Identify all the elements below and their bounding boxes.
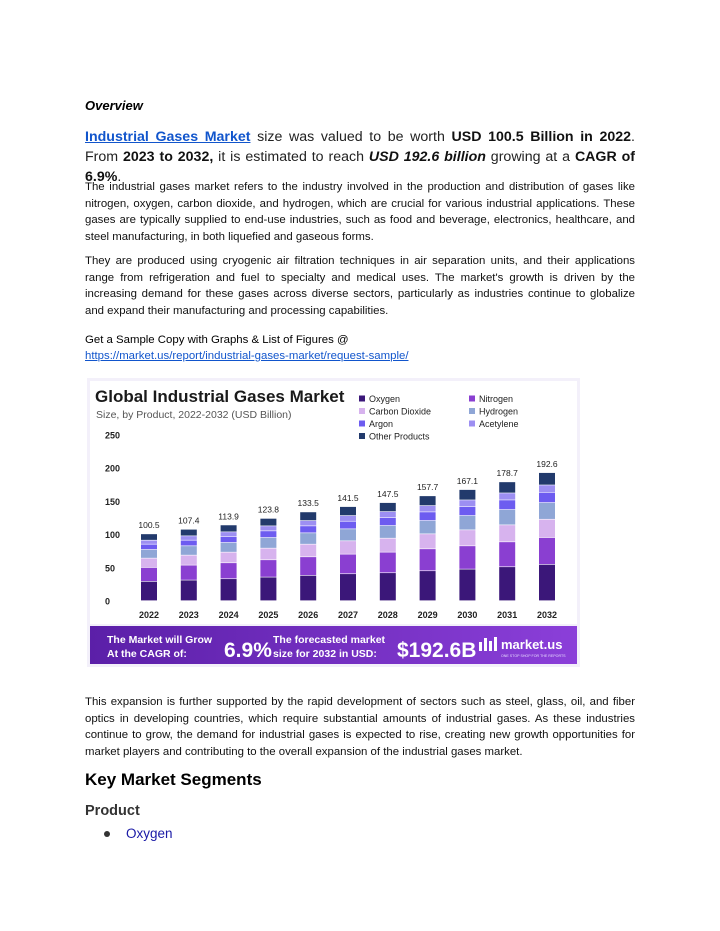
x-tick-label: 2029 <box>417 610 438 620</box>
x-tick-label: 2030 <box>457 610 478 620</box>
bar-segment-carbon-dioxide <box>181 555 197 564</box>
bar-segment-argon <box>221 537 237 542</box>
bar-segment-acetylene <box>181 536 197 540</box>
bar-segment-oxygen <box>260 577 276 600</box>
legend-label: Nitrogen <box>479 394 514 404</box>
chart-subtitle: Size, by Product, 2022-2032 (USD Billion) <box>96 409 292 421</box>
bar-total-label: 157.7 <box>416 482 439 493</box>
bar-segment-oxygen <box>221 579 237 600</box>
bullet-icon <box>104 831 110 837</box>
bar-segment-other-products <box>380 503 396 511</box>
bar-segment-argon <box>141 544 157 549</box>
legend-label: Carbon Dioxide <box>369 406 432 417</box>
bar-segment-hydrogen <box>141 550 157 558</box>
bar-segment-hydrogen <box>539 503 555 519</box>
bar-segment-argon <box>300 526 316 532</box>
bar-segment-carbon-dioxide <box>539 520 555 538</box>
footer-left-line-2: At the CAGR of: <box>107 648 187 660</box>
paragraph-expansion: This expansion is further supported by the rapid development of sectors such as steel, glass, oil, and fiber optics in developing countries, which require substantial amounts of industrial gases. As these industries continue to grow, the demand for industrial gases is expected to rise, creating new growth opportunities for market players and contributing to the overall expansion of the industrial gases market. <box>85 696 635 758</box>
bar-segment-hydrogen <box>459 516 475 530</box>
bar-segment-argon <box>420 512 436 520</box>
bar-segment-nitrogen <box>181 565 197 579</box>
bar-segment-acetylene <box>260 526 276 530</box>
bar-segment-carbon-dioxide <box>141 558 157 567</box>
lead-bold-2: 2023 to 2032, <box>123 149 214 165</box>
bar-total-label: 147.5 <box>377 488 399 499</box>
bar-total-label: 107.4 <box>178 515 200 526</box>
bar-segment-carbon-dioxide <box>380 538 396 551</box>
lead-text-2: . From <box>85 129 635 165</box>
lead-text-1: size was valued to be worth <box>250 129 452 145</box>
bar-segment-argon <box>260 531 276 537</box>
product-list <box>104 826 173 841</box>
legend-label: Other Products <box>369 431 430 442</box>
lead-bold-4: CAGR of 6.9% <box>85 149 636 185</box>
legend-swatch <box>469 396 475 402</box>
bar-total-label: 178.7 <box>496 468 518 479</box>
bar-segment-oxygen <box>499 567 515 600</box>
bar-segment-argon <box>499 500 515 509</box>
bar-segment-carbon-dioxide <box>499 525 515 541</box>
product-heading: Product <box>85 803 140 819</box>
footer-mid-line-2: size for 2032 in USD: <box>273 648 377 660</box>
footer-tagline: ONE STOP SHOP FOR THE REPORTS <box>501 654 566 658</box>
x-tick-label: 2031 <box>497 610 518 620</box>
product-item-label: Oxygen <box>126 826 173 841</box>
bar-segment-carbon-dioxide <box>221 552 237 562</box>
y-tick-label: 250 <box>105 430 121 441</box>
bar-segment-acetylene <box>499 493 515 499</box>
bar-segment-acetylene <box>141 540 157 543</box>
industrial-gases-market-link[interactable]: Industrial Gases Market <box>85 129 251 145</box>
bar-segment-other-products <box>300 512 316 520</box>
overview-heading: Overview <box>85 98 143 113</box>
legend-label: Oxygen <box>369 394 401 404</box>
bar-segment-hydrogen <box>300 533 316 544</box>
bar-segment-acetylene <box>539 485 555 492</box>
bar-segment-hydrogen <box>340 529 356 540</box>
bar-segment-other-products <box>181 530 197 536</box>
legend-label: Acetylene <box>479 419 519 429</box>
bar-segment-carbon-dioxide <box>300 544 316 556</box>
bar-segment-acetylene <box>420 506 436 512</box>
bar-segment-acetylene <box>221 532 237 536</box>
paragraph-definition: The industrial gases market refers to the industry involved in the production and distribution of gases like nitrogen, oxygen, carbon dioxide, and hydrogen, which are crucial for various industrial applications. These gases are typically supplied to end-use industries, such as food and beverage, electronics, healthcare, and steel manufacturing, in both liquefied and gaseous forms. <box>85 181 635 243</box>
bar-segment-hydrogen <box>499 510 515 525</box>
bar-segment-acetylene <box>380 512 396 517</box>
x-tick-label: 2028 <box>377 610 398 620</box>
y-tick-label: 150 <box>105 496 121 507</box>
bar-segment-hydrogen <box>221 543 237 552</box>
legend-swatch <box>359 408 365 414</box>
y-tick-label: 100 <box>105 530 121 540</box>
bar-total-label: 133.5 <box>297 498 319 509</box>
lead-paragraph <box>85 127 635 187</box>
lead-text-5: . <box>117 169 122 185</box>
lead-bold-1: USD 100.5 Billion in 2022 <box>451 129 632 145</box>
bar-segment-nitrogen <box>221 563 237 578</box>
chart-title: Global Industrial Gases Market <box>95 387 345 406</box>
market-chart <box>87 378 580 667</box>
bar-segment-oxygen <box>459 569 475 600</box>
bar-total-label: 167.1 <box>456 475 479 486</box>
bar-total-label: 123.8 <box>257 504 280 515</box>
bar-segment-oxygen <box>380 573 396 600</box>
bar-total-label: 113.9 <box>218 511 239 522</box>
x-tick-label: 2024 <box>218 610 239 620</box>
legend-swatch <box>469 421 475 427</box>
legend-label: Argon <box>369 419 394 429</box>
lead-text-3: it is estimated to reach <box>213 149 369 165</box>
x-tick-label: 2022 <box>138 610 160 620</box>
list-item[interactable] <box>104 826 173 841</box>
bar-total-label: 192.6 <box>536 458 558 469</box>
bar-segment-nitrogen <box>420 549 436 570</box>
bar-segment-other-products <box>260 519 276 526</box>
bar-segment-other-products <box>221 525 237 531</box>
y-tick-label: 0 <box>105 596 111 607</box>
bar-segment-argon <box>181 540 197 545</box>
bar-segment-other-products <box>459 490 475 500</box>
lead-text-4: growing at a <box>485 149 575 165</box>
footer-brand: market.us <box>501 637 563 652</box>
y-tick-label: 200 <box>105 463 121 474</box>
footer-cagr-value: 6.9% <box>224 639 272 662</box>
bar-segment-carbon-dioxide <box>459 530 475 545</box>
legend-swatch <box>469 408 475 414</box>
bar-segment-nitrogen <box>539 538 555 564</box>
legend-label: Hydrogen <box>479 406 519 417</box>
legend-swatch <box>359 421 365 427</box>
bar-segment-hydrogen <box>380 526 396 538</box>
x-tick-label: 2025 <box>258 610 279 620</box>
bar-segment-oxygen <box>420 571 436 600</box>
bar-segment-acetylene <box>340 516 356 521</box>
x-tick-label: 2026 <box>298 610 319 620</box>
bar-segment-acetylene <box>459 500 475 506</box>
bar-segment-nitrogen <box>499 542 515 566</box>
bar-segment-carbon-dioxide <box>340 541 356 554</box>
x-tick-label: 2032 <box>536 610 558 620</box>
bar-segment-other-products <box>499 482 515 493</box>
key-market-segments-heading: Key Market Segments <box>85 770 262 789</box>
bar-segment-nitrogen <box>300 557 316 575</box>
bar-segment-oxygen <box>181 580 197 600</box>
footer-left-line-1: The Market will Grow <box>107 634 213 646</box>
bar-segment-other-products <box>141 534 157 540</box>
bar-segment-hydrogen <box>420 521 436 534</box>
sample-copy-block <box>85 332 409 364</box>
bar-segment-carbon-dioxide <box>420 534 436 548</box>
legend-swatch <box>359 396 365 402</box>
bar-segment-argon <box>459 507 475 515</box>
bar-segment-hydrogen <box>260 538 276 548</box>
bar-segment-acetylene <box>300 521 316 526</box>
bar-segment-argon <box>340 522 356 529</box>
sample-copy-link[interactable]: https://market.us/report/industrial-gases-market/request-sample/ <box>85 350 409 362</box>
bar-total-label: 141.5 <box>337 492 359 503</box>
bar-segment-oxygen <box>141 582 157 601</box>
bar-segment-oxygen <box>300 576 316 601</box>
bar-segment-hydrogen <box>181 546 197 555</box>
bar-segment-nitrogen <box>380 552 396 572</box>
bar-segment-argon <box>380 518 396 525</box>
bar-segment-argon <box>539 493 555 503</box>
x-tick-label: 2023 <box>178 610 199 620</box>
bar-segment-carbon-dioxide <box>260 548 276 559</box>
paragraph-production: They are produced using cryogenic air filtration techniques in air separation units, and their applications range from refrigeration and fuel to specialty and medical uses. The market's growth is driven by the increasing demand for these gases across diverse sectors, particularly as industries continue to globalize and expand their manufacturing and processing capabilities. <box>85 255 635 317</box>
bar-segment-other-products <box>340 507 356 515</box>
lead-bold-3: USD 192.6 billion <box>368 149 486 165</box>
y-tick-label: 50 <box>105 563 116 574</box>
legend-swatch <box>359 433 365 439</box>
sample-copy-label: Get a Sample Copy with Graphs & List of Figures @ <box>85 334 349 346</box>
market-chart-image <box>87 378 580 667</box>
bar-segment-other-products <box>539 473 555 485</box>
bar-segment-oxygen <box>340 574 356 600</box>
footer-forecast-value: $192.6B <box>397 639 477 662</box>
bar-segment-nitrogen <box>141 568 157 581</box>
bar-segment-nitrogen <box>260 560 276 577</box>
bar-segment-oxygen <box>539 565 555 601</box>
x-tick-label: 2027 <box>337 610 359 620</box>
footer-mid-line-1: The forecasted market <box>273 634 386 646</box>
bar-total-label: 100.5 <box>138 520 160 531</box>
bar-segment-nitrogen <box>340 554 356 573</box>
bar-segment-nitrogen <box>459 546 475 569</box>
bar-segment-other-products <box>420 496 436 505</box>
